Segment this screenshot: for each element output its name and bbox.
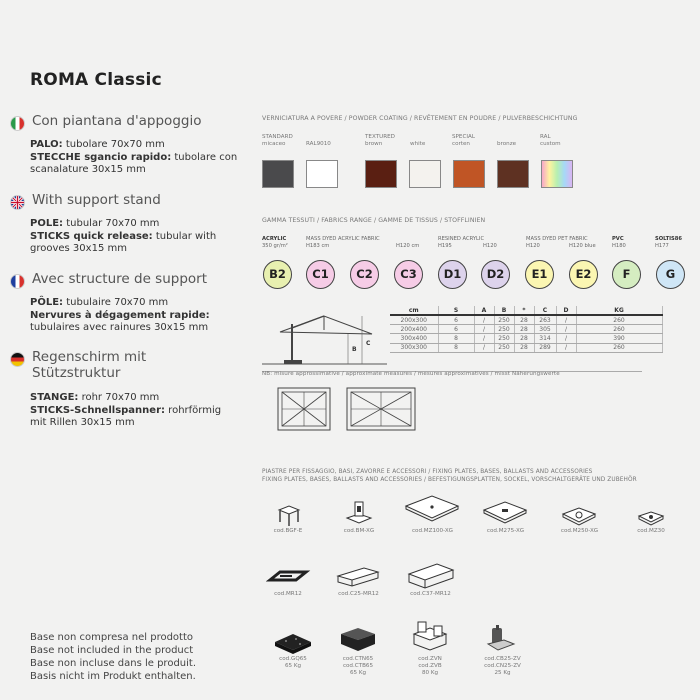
plan-diagram-square [274, 386, 334, 432]
table-header-cell: A [474, 306, 494, 315]
table-cell: 250 [494, 315, 514, 324]
table-cell: / [556, 334, 576, 343]
table-cell: / [556, 315, 576, 324]
coating-label-special: SPECIAL corten [452, 134, 475, 147]
code-ctn65: cod.CTN65 cod.CTB65 65 Kg [342, 656, 374, 676]
code-mz100-xg: cod.MZ100-XG [411, 528, 454, 534]
swatch-corten [453, 160, 485, 188]
base-not-included-note: Base non compresa nel prodotto Base not included in the product Base non incluse dans le produit. Basis nicht im Produkt enthalten. [30, 632, 197, 682]
code-bm-xg: cod.BM-XG [343, 528, 375, 534]
specs-french: PÔLE: tubulaire 70x70 mm Nervures à dégagement rapide: tubulaires avec rainures 30x15 mm [30, 297, 210, 333]
table-cell: 28 [514, 325, 534, 334]
specs-italian: PALO: tubolare 70x70 mm STECCHE sgancio rapido: tubolare con scanalature 30x15 mm [30, 139, 238, 175]
table-cell: / [474, 325, 494, 334]
code-c25-mr12: cod.C25-MR12 [338, 591, 379, 597]
table-cell: 8 [438, 334, 474, 343]
table-cell: / [556, 343, 576, 352]
table-cell: 8 [438, 343, 474, 352]
italy-flag-icon [10, 116, 25, 131]
table-cell: 300x400 [390, 334, 438, 343]
swatch-ral-custom [541, 160, 573, 188]
code-mr12: cod.MR12 [274, 591, 302, 597]
table-header-cell: B [494, 306, 514, 315]
swatch-ral9010 [306, 160, 338, 188]
fabric-bubble-e1: E1 [525, 260, 554, 289]
swatch-white [409, 160, 441, 188]
germany-flag-icon [10, 352, 25, 367]
table-row [390, 315, 662, 324]
swatch-bronze [497, 160, 529, 188]
base-mr12-icon [266, 566, 312, 592]
table-row [390, 334, 662, 343]
plate-bm-xg-icon [344, 498, 374, 528]
fabric-label-resined-acrylic: RESINED ACRYLIC H195 [438, 236, 485, 249]
plate-m275-xg-icon [482, 500, 528, 528]
france-flag-icon [10, 274, 25, 289]
table-cell: 260 [576, 343, 662, 352]
table-cell: 390 [576, 334, 662, 343]
fabric-bubble-c3: C3 [394, 260, 423, 289]
table-cell: 250 [494, 343, 514, 352]
code-gq65: cod.GQ65 65 Kg [279, 656, 307, 669]
table-cell: 200x400 [390, 325, 438, 334]
table-cell: 314 [534, 334, 556, 343]
fabric-label-mass-dyed-pet: MASS DYED PET FABRIC H120 [526, 236, 588, 249]
lang-block-french [10, 271, 208, 293]
coating-label-standard: STANDARD micaceo [262, 134, 293, 147]
code-m250-xg: cod.M250-XG [560, 528, 599, 534]
lang-block-english [10, 192, 161, 214]
table-header-cell: * [514, 306, 534, 315]
code-cb25-zv: cod.CB25-ZV cod.CN25-ZV 25 Kg [484, 656, 521, 676]
table-row [390, 343, 662, 352]
fabric-label-acrylic: ACRYLIC 350 gr/m² [262, 236, 288, 249]
lang-block-german [10, 349, 147, 381]
table-cell: 6 [438, 325, 474, 334]
plates-heading-2: FIXING PLATES, BASES, BALLASTS AND ACCESSORIES / BEFESTIGUNGSPLATTEN, SOCKEL, VORSCHALTGERÄTE UND ZUBEHÖR [262, 477, 637, 483]
fabric-label-pet-blue: H120 blue [569, 242, 596, 249]
coating-label-ral9010: RAL9010 [306, 141, 331, 147]
table-cell: 260 [576, 325, 662, 334]
table-cell: / [474, 343, 494, 352]
plate-bgf-e-icon [276, 502, 302, 528]
plate-mz100-xg-icon [404, 494, 460, 526]
lang-block-italian [10, 113, 202, 135]
table-cell: 263 [534, 315, 556, 324]
table-cell: 300x300 [390, 343, 438, 352]
ballast-zvn-icon [410, 620, 450, 654]
coating-label-textured: TEXTURED brown [365, 134, 395, 147]
fabric-bubble-c2: C2 [350, 260, 379, 289]
heading-english: With support stand [32, 192, 161, 208]
table-header-cell: D [556, 306, 576, 315]
fabric-label-soltis: SOLTIS86 H177 [655, 236, 683, 249]
coating-label-ral: RAL custom [540, 134, 561, 147]
specs-english: POLE: tubular 70x70 mm STICKS quick release: tubular with grooves 30x15 mm [30, 218, 217, 254]
diagram-label-c: C [366, 340, 371, 347]
plate-m250-xg-icon [561, 506, 597, 528]
table-header-cell: C [534, 306, 556, 315]
table-row [390, 325, 662, 334]
base-gq65-icon [272, 630, 314, 656]
code-bgf-e: cod.BGF-E [273, 528, 303, 534]
ballast-cb25-zv-icon [484, 624, 518, 654]
fabric-bubble-c1: C1 [306, 260, 335, 289]
table-cell: 28 [514, 334, 534, 343]
table-cell: / [556, 325, 576, 334]
diagram-label-b: B [352, 346, 357, 353]
table-cell: 28 [514, 315, 534, 324]
fabrics-heading: GAMMA TESSUTI / FABRICS RANGE / GAMME DE TISSUS / STOFFLINIEN [262, 217, 486, 224]
ballast-c37-mr12-icon [405, 562, 457, 592]
fabric-label-h120: H120 cm [396, 242, 420, 249]
table-cell: 6 [438, 315, 474, 324]
table-cell: 289 [534, 343, 556, 352]
heading-german: Regenschirm mit Stützstruktur [32, 349, 147, 381]
fabric-label-mass-dyed-acrylic: MASS DYED ACRYLIC FABRIC H183 cm [306, 236, 380, 249]
table-cell: 305 [534, 325, 556, 334]
swatch-brown [365, 160, 397, 188]
specs-german: STANGE: rohr 70x70 mm STICKS-Schnellspanner: rohrförmig mit Rillen 30x15 mm [30, 392, 222, 428]
fabric-bubble-f: F [612, 260, 641, 289]
heading-french: Avec structure de support [32, 271, 208, 287]
page-title: ROMA Classic [30, 70, 162, 90]
coating-label-white: white [410, 141, 426, 147]
fabric-label-pvc: PVC H180 [612, 236, 626, 249]
table-cell: 260 [576, 315, 662, 324]
measurement-note: NB: misure approssimative / approximate measures / mesures approximatives / misst Näherungswerte [262, 371, 560, 377]
code-mz30: cod.MZ30 [637, 528, 665, 534]
code-m275-xg: cod.M275-XG [486, 528, 525, 534]
heading-italian: Con piantana d'appoggio [32, 113, 202, 129]
swatch-micaceo [262, 160, 294, 188]
fabric-bubble-g: G [656, 260, 685, 289]
table-cell: 28 [514, 343, 534, 352]
plate-mz30-icon [637, 510, 665, 528]
code-c37-mr12: cod.C37-MR12 [410, 591, 451, 597]
table-cell: / [474, 315, 494, 324]
code-zvn: cod.ZVN cod.ZVB 80 Kg [418, 656, 442, 676]
table-cell: 250 [494, 325, 514, 334]
table-header-cell: KG [576, 306, 662, 315]
table-cell: 200x300 [390, 315, 438, 324]
coating-label-bronze: bronze [497, 141, 517, 147]
plates-heading-1: PIASTRE PER FISSAGGIO, BASI, ZAVORRE E ACCESSORI / FIXING PLATES, BASES, BALLASTS AND ACCESSORIES [262, 469, 593, 475]
fabric-bubble-b2: B2 [263, 260, 292, 289]
umbrella-side-diagram [262, 306, 392, 370]
table-header-cell: S [438, 306, 474, 315]
fabric-bubble-d1: D1 [438, 260, 467, 289]
fabric-label-resined-h120: H120 [483, 242, 497, 249]
plan-diagram-rect [345, 386, 417, 432]
dimensions-table [390, 306, 663, 353]
coating-heading: VERNICIATURA A POVERE / POWDER COATING / REVÊTEMENT EN POUDRE / PULVERBESCHICHTUNG [262, 115, 578, 122]
table-header-cell: cm [390, 306, 438, 315]
uk-flag-icon [10, 195, 25, 210]
fabric-bubble-d2: D2 [481, 260, 510, 289]
fabric-bubble-e2: E2 [569, 260, 598, 289]
table-cell: 250 [494, 334, 514, 343]
table-cell: / [474, 334, 494, 343]
ballast-c25-mr12-icon [334, 564, 382, 592]
base-ctn65-icon [338, 624, 378, 654]
